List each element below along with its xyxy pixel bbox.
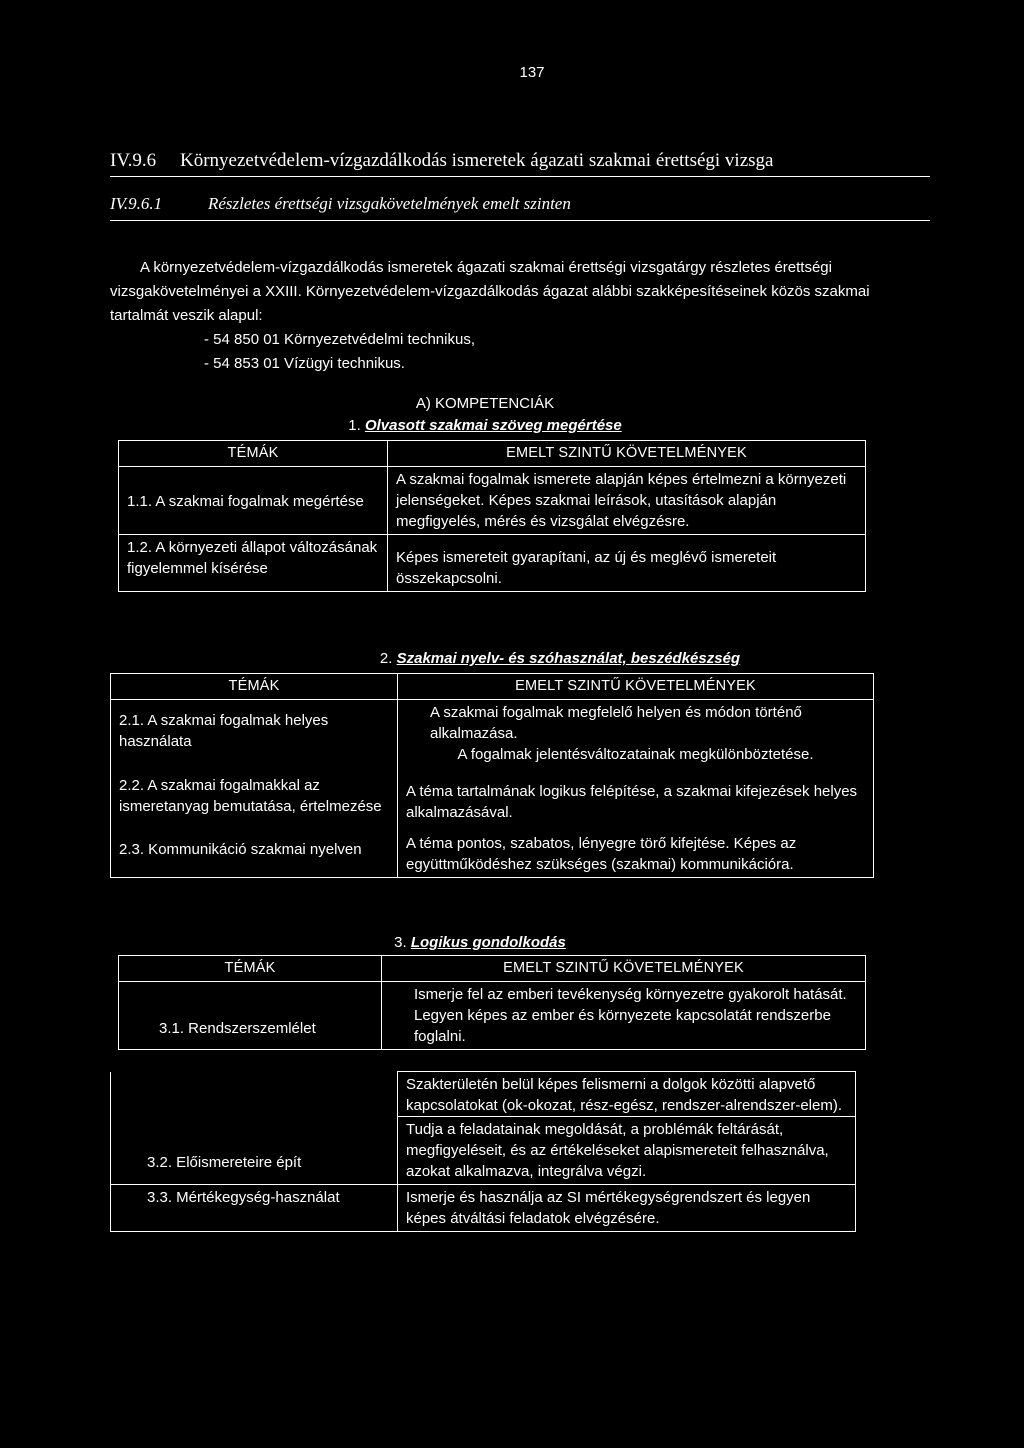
col-requirements-header: EMELT SZINTŰ KÖVETELMÉNYEK (388, 441, 866, 467)
topic-cell: 3.2. Előismereteire épít (111, 1072, 398, 1185)
qualification-list (110, 328, 930, 376)
requirement-cell (398, 700, 874, 768)
section3-title: Logikus gondolkodás (410, 934, 566, 951)
subsection-heading (110, 194, 930, 221)
qualification-item: - 54 853 01 Vízügyi technikus. (204, 355, 405, 372)
subsection-heading-number: IV.9.6.1 (110, 194, 163, 213)
requirement-cell (398, 1072, 856, 1185)
section2-number: 2. (379, 650, 393, 667)
intro-paragraph: A környezetvédelem-vízgazdálkodás ismeretek ágazati szakmai érettségi vizsgatárgy részletes érettségi vizsgakövetelményei a XXIII. Környezetvédelem-vízgazdálkodás ágazat alábbi szakképesítéseinek közös szakmai tartalmát veszik alapul: (110, 259, 870, 324)
section-heading-title: Környezetvédelem-vízgazdálkodás ismeretek ágazati szakmai érettségi vizsga (180, 150, 774, 171)
section3-number: 3. (394, 934, 407, 951)
table-header-row (119, 441, 866, 467)
subsection-heading-title: Részletes érettségi vizsgakövetelmények emelt szinten (208, 194, 571, 213)
table-row (119, 982, 866, 1050)
table-row (111, 825, 874, 878)
section1-title: Olvasott szakmai szöveg megértése (364, 417, 622, 434)
section-heading-number: IV.9.6 (110, 150, 157, 171)
requirement-line: Legyen képes az ember és környezete kapcsolatát rendszerbe foglalni. (414, 1007, 831, 1045)
competency-table-3-continued (110, 1071, 856, 1232)
section1-heading (250, 417, 720, 434)
requirement-cell (382, 982, 866, 1050)
requirement-cell: A szakmai fogalmak ismerete alapján képes értelmezni a környezeti jelenségeket. Képes szakmai leírások, utasítások alapján megfigyelés, mérés és vizsgálat elvégzésre. (388, 467, 866, 535)
requirement-line: A fogalmak jelentésváltozatainak megkülönböztetése. (457, 746, 814, 763)
requirement-line: Szakterületén belül képes felismerni a dolgok közötti alapvető kapcsolatokat (ok-okozat, rész-egész, rendszer-alrendszer-elem). (406, 1076, 843, 1114)
section2-title: Szakmai nyelv- és szóhasználat, beszédkészség (396, 650, 741, 667)
page-number: 137 (519, 64, 545, 81)
competency-table-2 (110, 673, 874, 878)
col-requirements-header: EMELT SZINTŰ KÖVETELMÉNYEK (398, 674, 874, 700)
col-topics-header: TÉMÁK (119, 956, 382, 982)
topic-cell: 1.1. A szakmai fogalmak megértése (119, 467, 388, 535)
requirement-line: A szakmai fogalmak megfelelő helyen és módon történő alkalmazása. (430, 704, 802, 742)
topic-cell: 2.2. A szakmai fogalmakkal az ismeretanyag bemutatása, értelmezése (111, 767, 398, 825)
col-requirements-header: EMELT SZINTŰ KÖVETELMÉNYEK (382, 956, 866, 982)
table-row (119, 467, 866, 535)
section-heading (110, 150, 930, 177)
requirement-cell: A téma pontos, szabatos, lényegre törő kifejtése. Képes az együttműködéshez szükséges (szakmai) kommunikációra. (398, 825, 874, 878)
competencies-title: A) KOMPETENCIÁK (415, 395, 555, 412)
topic-cell: 3.3. Mértékegység-használat (111, 1185, 398, 1232)
qualification-item: - 54 850 01 Környezetvédelmi technikus, (204, 331, 475, 348)
table-row (111, 700, 874, 768)
table-header-row (111, 674, 874, 700)
table-row (111, 1185, 856, 1232)
section3-heading (300, 934, 660, 951)
requirement-cell: Képes ismereteit gyarapítani, az új és meglévő ismereteit összekapcsolni. (388, 535, 866, 592)
requirement-cell: A téma tartalmának logikus felépítése, a szakmai kifejezések helyes alkalmazásával. (398, 767, 874, 825)
intro-text (110, 256, 930, 376)
requirement-cell: Ismerje és használja az SI mértékegységrendszert és legyen képes átváltási feladatok elvégzésére. (398, 1185, 856, 1232)
table-header-row (119, 956, 866, 982)
table-row (111, 1072, 856, 1185)
requirement-line: Ismerje fel az emberi tevékenység környezetre gyakorolt hatását. (414, 986, 847, 1003)
section2-heading (300, 650, 820, 667)
table-row (111, 767, 874, 825)
col-topics-header: TÉMÁK (119, 441, 388, 467)
section1-number: 1. (348, 417, 361, 434)
topic-cell: 2.3. Kommunikáció szakmai nyelven (111, 825, 398, 878)
requirement-line: Tudja a feladatainak megoldását, a problémák feltárását, megfigyeléseit, és az értékeléseket alapismereteit felhasználva, azokat alkalmazva, integrálva végzi. (398, 1116, 855, 1182)
competency-table-3 (118, 955, 866, 1050)
table-row (119, 535, 866, 592)
topic-cell: 3.1. Rendszerszemlélet (119, 982, 382, 1050)
col-topics-header: TÉMÁK (111, 674, 398, 700)
topic-cell: 2.1. A szakmai fogalmak helyes használata (111, 700, 398, 768)
topic-cell: 1.2. A környezeti állapot változásának figyelemmel kísérése (119, 535, 388, 592)
competency-table-1 (118, 440, 866, 592)
